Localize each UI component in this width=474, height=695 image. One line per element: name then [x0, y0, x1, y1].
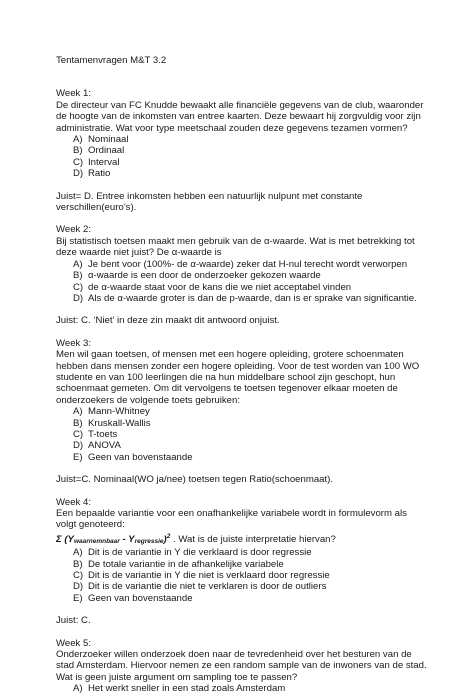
option-letter: E) — [73, 451, 83, 463]
option-letter: A) — [73, 406, 83, 418]
option-item — [56, 145, 428, 156]
question-heading: Week 3: — [56, 337, 92, 349]
question-text: Bij statistisch toetsen maakt men gebruik van de α-waarde. Wat is met betrekking tot deze waarde niet juist? De α-waarde is — [56, 235, 418, 259]
option-letter: A) — [73, 683, 83, 695]
option-item — [56, 683, 428, 694]
answer-text: Juist= D. Entree inkomsten hebben een natuurlijk nulpunt met constante verschillen(euro’s). — [56, 190, 366, 214]
option-letter: D) — [73, 581, 84, 593]
question-heading: Week 5: — [56, 637, 92, 649]
option-list — [56, 683, 428, 694]
option-text: de α-waarde staat voor de kans die we niet acceptabel vinden — [88, 281, 352, 293]
option-text: Geen van bovenstaande — [88, 451, 193, 463]
option-text: Interval — [88, 156, 120, 168]
document-body — [56, 55, 428, 695]
option-letter: A) — [73, 547, 83, 559]
option-list — [56, 547, 428, 604]
option-list — [56, 406, 428, 463]
formula-exponent: 2 — [166, 532, 171, 540]
option-letter: B) — [73, 558, 83, 570]
question-text: De directeur van FC Knudde bewaakt alle financiële gegevens van de club, waaronder de hoogte van de inkomsten van entree kaarten. Deze bewaart hij zorgvuldig voor zijn administratie. Wat voor type meetschaal zouden deze gegevens tezamen vormen? — [56, 99, 427, 134]
option-text: Geen van bovenstaande — [88, 592, 193, 604]
formula-close: ) — [163, 533, 167, 545]
option-letter: D) — [73, 292, 84, 304]
option-letter: B) — [73, 145, 83, 157]
option-item — [56, 134, 428, 145]
option-item — [56, 547, 428, 558]
option-item — [56, 593, 428, 604]
question-week-3 — [56, 338, 428, 486]
option-list — [56, 259, 428, 305]
option-text: Ratio — [88, 168, 111, 180]
question-text: Men wil gaan toetsen, of mensen met een hogere opleiding, grotere schoenmaten hebben dans mensen zonder een hogere opleiding. Voor de test worden van 100 WO studente en van 100 leerlingen die na hun middelbare school zijn geschopt, hun schoenmaat gemeten. Om dit vervolgens te toetsen tegenover elkaar moeten de onderzoekers de volgende toets gebruiken: — [56, 349, 422, 406]
option-letter: C) — [73, 570, 84, 582]
option-item — [56, 157, 428, 168]
option-letter: B) — [73, 270, 83, 282]
formula-prefix: Σ (Y — [56, 533, 74, 545]
answer-text: Juist: C. ‘Niet’ in deze zin maakt dit antwoord onjuist. — [56, 315, 280, 327]
question-heading: Week 4: — [56, 496, 92, 508]
option-letter: C) — [73, 281, 84, 293]
option-letter: A) — [73, 134, 83, 146]
variance-formula — [56, 534, 170, 545]
option-letter: C) — [73, 428, 84, 440]
option-list — [56, 134, 428, 180]
option-text: Mann-Whitney — [88, 406, 150, 418]
formula-line — [56, 531, 428, 547]
option-letter: B) — [73, 417, 83, 429]
question-week-4 — [56, 497, 428, 627]
option-letter: A) — [73, 258, 83, 270]
formula-question: . Wat is de juiste interpretatie hiervan? — [170, 533, 336, 545]
option-text: Je bent voor (100%- de α-waarde) zeker dat H-nul terecht wordt verworpen — [88, 258, 408, 270]
option-text: Dit is de variantie in Y die verklaard is door regressie — [88, 547, 312, 559]
option-text: α-waarde is een door de onderzoeker gekozen waarde — [88, 270, 321, 282]
option-item — [56, 440, 428, 451]
option-item — [56, 406, 428, 417]
option-item — [56, 581, 428, 592]
option-item — [56, 570, 428, 581]
option-text: De totale variantie in de afhankelijke variabele — [88, 558, 284, 570]
option-item — [56, 559, 428, 570]
option-item — [56, 293, 428, 304]
question-heading: Week 2: — [56, 224, 92, 236]
document-title: Tentamenvragen M&T 3.2 — [56, 55, 167, 66]
answer-text: Juist=C. Nominaal(WO ja/nee) toetsen tegen Ratio(schoenmaat). — [56, 474, 334, 486]
option-text: Als de α-waarde groter is dan de p-waarde, dan is er sprake van significantie. — [88, 292, 417, 304]
question-week-1 — [56, 88, 428, 213]
answer-text: Juist: C. — [56, 615, 91, 627]
option-item — [56, 259, 428, 270]
formula-subscript-observed: waarnemnbaar — [73, 537, 120, 545]
formula-middle: - Y — [119, 533, 135, 545]
option-letter: D) — [73, 440, 84, 452]
question-heading: Week 1: — [56, 88, 92, 100]
option-item — [56, 418, 428, 429]
option-text: Dit is de variantie die niet te verklaren is door de outliers — [88, 581, 327, 593]
option-letter: D) — [73, 168, 84, 180]
question-text: Onderzoeker willen onderzoek doen naar de tevredenheid over het besturen van de stad Amsterdam. Hiervoor nemen ze een random sample van de inwoners van de stad. Wat is geen juiste argument om sampling toe te passen? — [56, 649, 430, 683]
option-letter: C) — [73, 156, 84, 168]
question-week-2 — [56, 224, 428, 326]
option-item — [56, 452, 428, 463]
option-item — [56, 168, 428, 179]
option-item — [56, 282, 428, 293]
option-text: Dit is de variantie in Y die niet is verklaard door regressie — [88, 570, 330, 582]
question-text: Een bepaalde variantie voor een onafhankelijke variabele wordt in formulevorm als volgt genoteerd: — [56, 508, 410, 531]
option-text: Het werkt sneller in een stad zoals Amsterdam — [88, 683, 286, 695]
option-text: T-toets — [88, 428, 118, 440]
question-week-5 — [56, 638, 428, 695]
option-text: Kruskall-Wallis — [88, 417, 151, 429]
option-item — [56, 429, 428, 440]
option-text: Ordinaal — [88, 145, 125, 157]
option-text: ANOVA — [88, 440, 121, 452]
option-text: Nominaal — [88, 134, 129, 146]
option-letter: E) — [73, 592, 83, 604]
formula-subscript-regression: regressie — [134, 537, 164, 545]
option-item — [56, 270, 428, 281]
